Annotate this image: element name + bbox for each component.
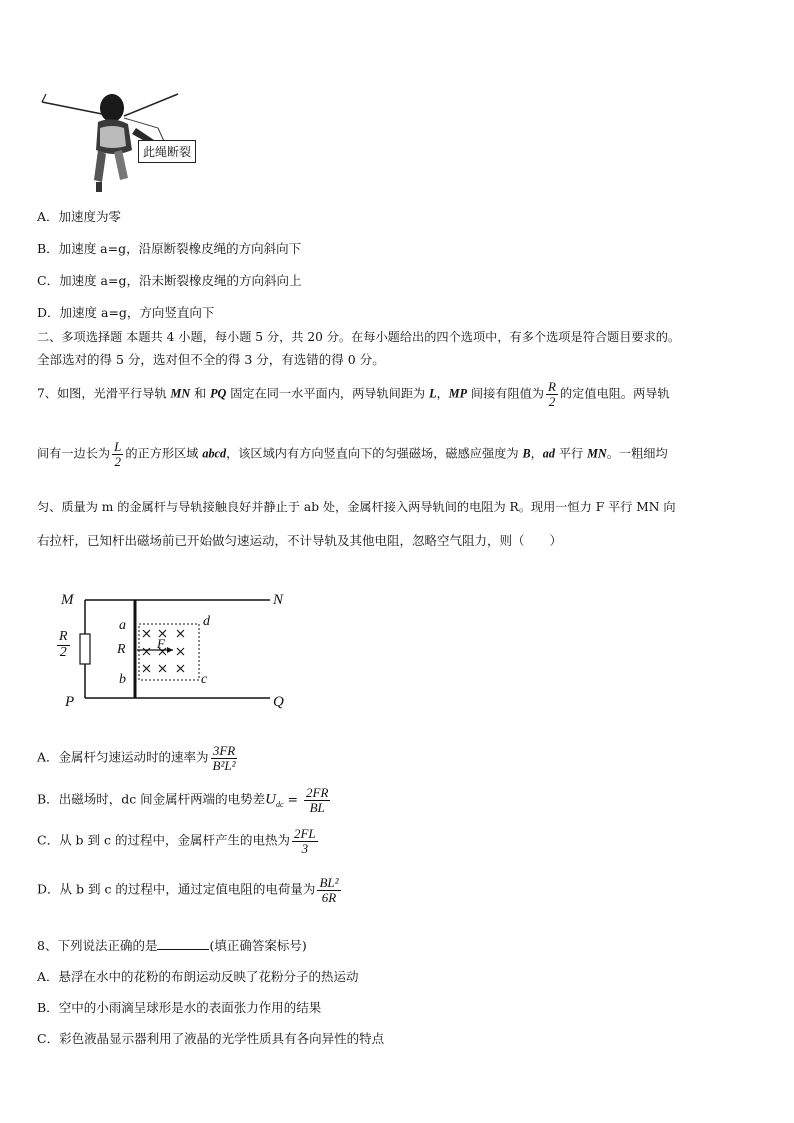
rail-circuit-diagram [55,588,295,718]
label-d: d [203,614,210,629]
label-p: P [65,694,75,710]
label-m: M [61,592,74,608]
rope-figure [40,88,230,193]
label-force-f: F [157,636,165,651]
q8-stem: 8、下列说法正确的是 (填正确答案标号) [37,938,307,953]
label-a: a [119,618,126,633]
section2-line1: 二、多项选择题 本题共 4 小题，每小题 5 分，共 20 分。在每小题给出的四个选项中，有多个选项是符合题目要求的。 [37,330,681,344]
q7-line2: 间有一边长为 $\frac{L}{2}$ 的正方形区域 abcd，该区域内有方向竖直向下的匀强磁场，磁感应强度为 B，ad 平行 MN。一粗细均 [37,439,668,469]
rope-break-label: 此绳断裂 [138,140,196,163]
q6-option-b: B．加速度 a=g，沿原断裂橡皮绳的方向斜向下 [37,241,302,256]
answer-blank [157,949,209,950]
label-b: b [119,672,126,687]
q6-option-c: C．加速度 a=g，沿未断裂橡皮绳的方向斜向上 [37,273,302,288]
label-n: N [273,592,284,608]
q8-option-c: C．彩色液晶显示器利用了液晶的光学性质具有各向异性的特点 [37,1031,385,1046]
q7-option-a: A．金属杆匀速运动时的速率为 $\frac{3FR}{\text{B²L²}}$ [37,743,236,773]
label-resistance-r: R [117,642,126,657]
section2-line2: 全部选对的得 5 分，选对但不全的得 3 分，有选错的得 0 分。 [37,352,385,367]
label-c: c [201,672,208,687]
fraction-l-over-2: $\frac{L}{2}$ [114,439,122,469]
q6-option-a: A．加速度为零 [37,209,122,224]
q7-option-b: B．出磁场时，dc 间金属杆两端的电势差$U_{dc}$ = $\frac{2FR}{BL}$ [37,785,329,815]
label-q: Q [273,694,284,710]
q6-option-d: D．加速度 a=g，方向竖直向下 [37,305,215,320]
acrobat-illustration [40,88,230,193]
q7-option-d: D．从 b 到 c 的过程中，通过定值电阻的电荷量为 $\frac{\text{BL²}}{6R}$ [37,875,339,905]
label-r-over-2: $\frac{R}{2}$ [59,629,68,660]
q7-line3: 匀、质量为 m 的金属杆与导轨接触良好并静止于 ab 处，金属杆接入两导轨间的电阻为 R。现用一恒力 F 平行 MN 向 [37,500,676,514]
q7-line4: 右拉杆，已知杆出磁场前已开始做匀速运动，不计导轨及其他电阻，忽略空气阻力，则（ ） [37,533,563,548]
q8-option-b: B．空中的小雨滴呈球形是水的表面张力作用的结果 [37,1000,322,1015]
fraction-r-over-2: $\frac{R}{2}$ [548,379,556,409]
q7-option-c: C．从 b 到 c 的过程中，金属杆产生的电热为 $\frac{2FL}{3}$ [37,826,316,856]
q8-option-a: A．悬浮在水中的花粉的布朗运动反映了花粉分子的热运动 [37,969,359,984]
q7-line1: 7、如图，光滑平行导轨 MN 和 PQ 固定在同一水平面内，两导轨间距为 L，MP 间接有阻值为 $\frac{R}{2}$ 的定值电阻。两导轨 [37,379,670,409]
rail-circuit-figure [55,588,295,718]
